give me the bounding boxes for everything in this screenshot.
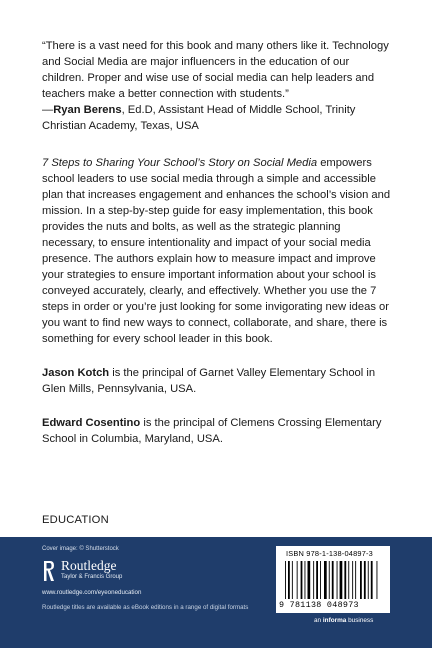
quote-attribution <box>42 102 394 134</box>
endorsement-quote <box>42 38 394 102</box>
back-cover-text <box>42 38 394 447</box>
book-description <box>42 155 394 347</box>
cover-credit: Cover image: © Shutterstock <box>42 546 119 552</box>
attribution-dash: — <box>42 104 54 116</box>
routledge-logo-icon <box>42 559 56 583</box>
description-text: empowers school leaders to use social media through a simple and accessible plan that increases engagement and enhances the school’s vision and mission. In a step-by-step guide for easy implementation, this book provides the nuts and bolts, as well as the strategic planning necessary, to ensure intentionality and impact of your social media presence. The authors explain how to measure impact and improve your strategies to ensure important information about your school is conveyed accurately, clearly, and effectively. Whether you use the 7 steps in order or you’re just looking for some invigorating new ideas or you want to find new ways to connect, collaborate, and share, there is something for every school leader in this book. <box>42 157 391 345</box>
book-title: 7 Steps to Sharing Your School’s Story on Social Media <box>42 157 318 169</box>
barcode-digits: 9 781138 048973 <box>279 600 359 610</box>
subject-category: EDUCATION <box>42 514 109 526</box>
barcode-panel <box>276 546 390 613</box>
author-bio-text: is the principal of Garnet Valley Elementary School in Glen Mills, Pennsylvania, USA. <box>42 367 376 395</box>
author-name: Edward Cosentino <box>42 417 141 429</box>
publisher-name: Routledge <box>61 558 117 573</box>
publisher-footer <box>0 537 432 648</box>
barcode-icon <box>283 561 383 599</box>
attribution-name: Ryan Berens <box>53 104 122 116</box>
publisher-group: Taylor & Francis Group <box>61 574 123 580</box>
ebook-note: Routledge titles are available as eBook editions in a range of digital formats <box>42 604 249 611</box>
publisher-url: www.routledge.com/eyeoneducation <box>42 589 142 596</box>
author-name: Jason Kotch <box>42 367 110 379</box>
author-bio <box>42 415 394 447</box>
quote-text: “There is a vast need for this book and many others like it. Technology and Social Media are major influencers in the education of our children. Proper and wise use of social media can help leaders and teachers make a better connection with students.” <box>42 40 389 100</box>
isbn: ISBN 978-1-138-04897-3 <box>286 549 373 558</box>
informa-tagline: an informa business <box>314 617 374 624</box>
attribution-detail: , Ed.D, Assistant Head of Middle School, Trinity Christian Academy, Texas, USA <box>42 104 356 132</box>
author-bio <box>42 365 394 397</box>
publisher-logo <box>42 559 122 583</box>
author-bio-text: is the principal of Clemens Crossing Elementary School in Columbia, Maryland, USA. <box>42 417 382 445</box>
